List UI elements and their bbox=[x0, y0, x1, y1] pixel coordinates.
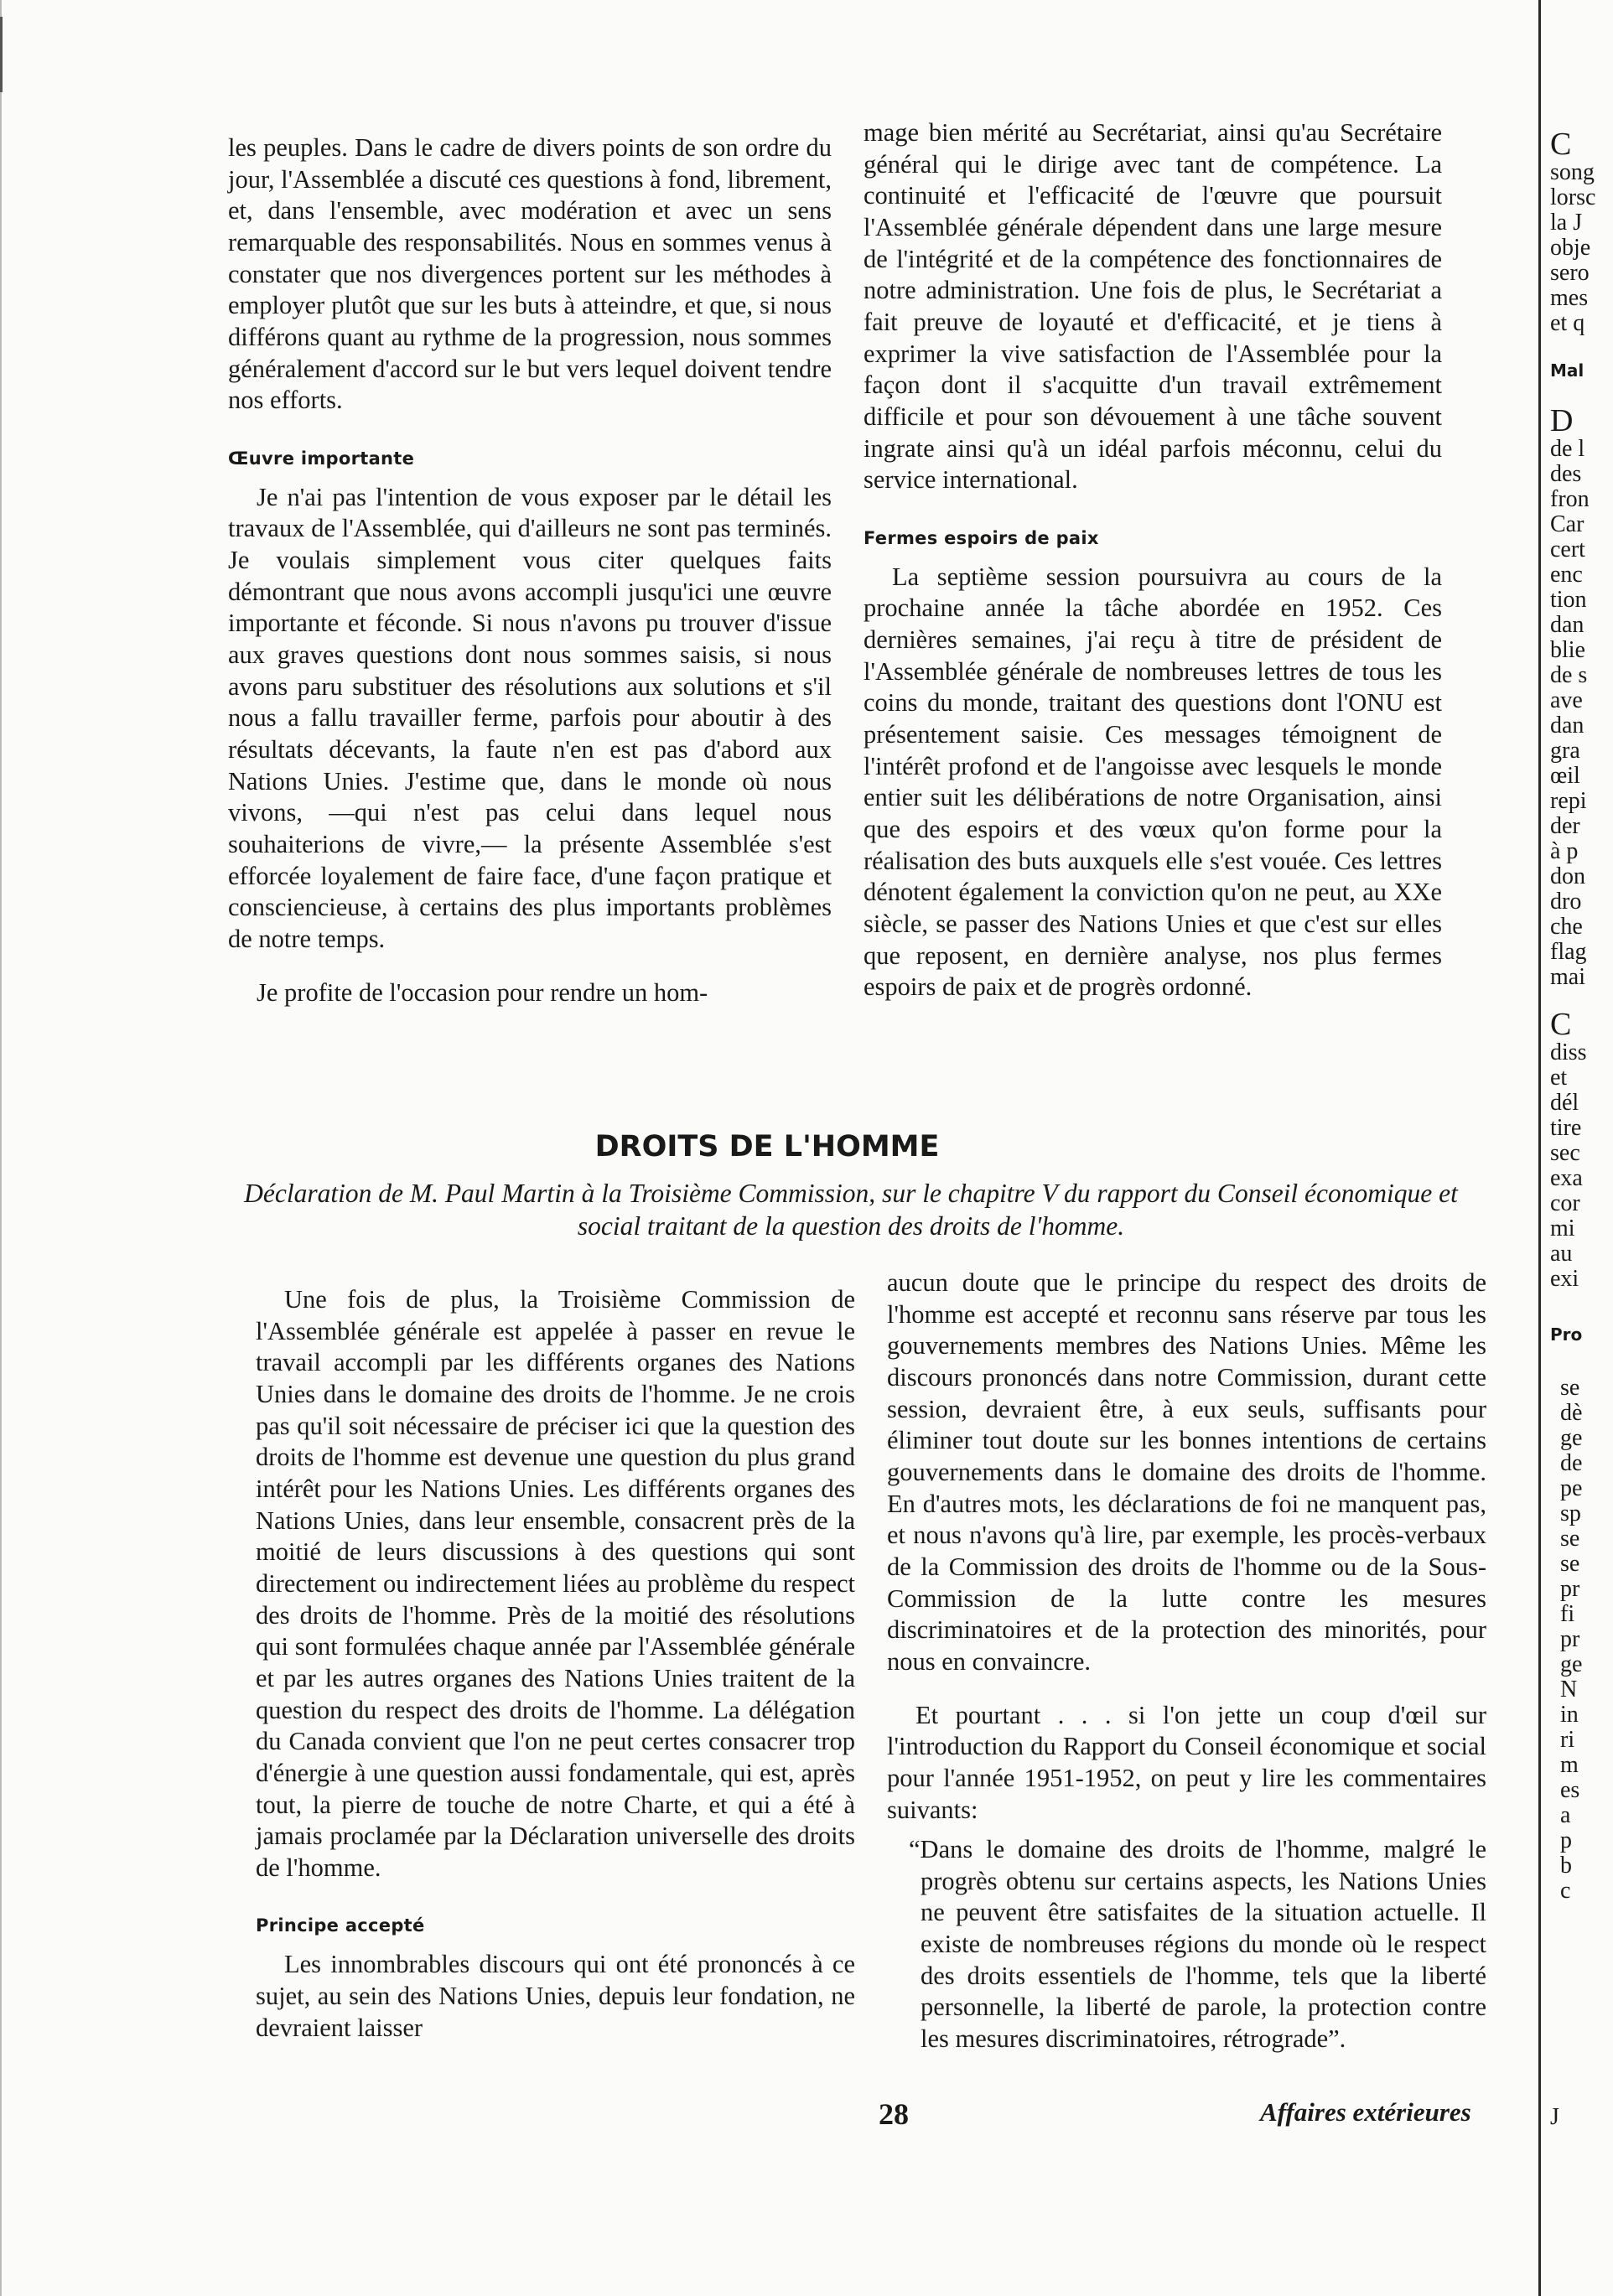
adjacent-page-line: fi bbox=[1560, 1601, 1575, 1627]
adjacent-page-line: flag bbox=[1550, 939, 1587, 965]
adjacent-page-line: mes bbox=[1550, 285, 1589, 311]
adjacent-page-fragment bbox=[1545, 117, 1613, 2296]
adjacent-page-line: tire bbox=[1550, 1115, 1582, 1141]
adjacent-page-line: N bbox=[1560, 1677, 1578, 1703]
adjacent-page-line: in bbox=[1560, 1702, 1579, 1728]
adjacent-page-line: obje bbox=[1550, 235, 1591, 261]
adjacent-page-line: de bbox=[1560, 1450, 1583, 1476]
article-title: DROITS DE L'HOMME bbox=[594, 1130, 940, 1164]
section-heading: Fermes espoirs de paix bbox=[864, 527, 1099, 548]
paragraph: Les innombrables discours qui ont été prononcés à ce sujet, au sein des Nations Unies, depuis leur fondation, ne devraient laisser bbox=[256, 1950, 855, 2042]
adjacent-page-line: tion bbox=[1550, 587, 1587, 613]
adjacent-page-line: de l bbox=[1550, 436, 1585, 462]
adjacent-page-line: D bbox=[1550, 403, 1574, 438]
adjacent-page-line: blie bbox=[1550, 637, 1585, 663]
top-left-column bbox=[228, 132, 832, 1008]
adjacent-page-line: à p bbox=[1550, 838, 1579, 864]
adjacent-page-line: sec bbox=[1550, 1140, 1580, 1166]
adjacent-page-line: la J bbox=[1550, 210, 1583, 236]
adjacent-page-line: exa bbox=[1550, 1165, 1583, 1191]
paragraph: mage bien mérité au Secrétariat, ainsi qu'au Secrétaire général qui le dirige avec tant de compétence. La continuité et l'efficacité de l'œuvre que poursuit l'Assemblée générale dépendent dans une large mesure de l'intégrité et de la compétence des fonctionnaires de notre administration. Une fois de plus, le Secrétariat a fait preuve de loyauté et d'efficacité, et je tiens à exprimer la vive satisfaction de l'Assemblée pour la façon dont il s'acquitte d'un travail extrêmement difficile et pour son dévouement à une tâche souvent ingrate ainsi qu'à un idéal parfois méconnu, celui du service international. bbox=[864, 118, 1442, 495]
adjacent-page-line: ge bbox=[1560, 1425, 1583, 1451]
article-left-column bbox=[256, 1284, 855, 2044]
adjacent-page-line: mi bbox=[1550, 1215, 1575, 1241]
adjacent-page-line: mai bbox=[1550, 964, 1585, 990]
adjacent-page-line: gra bbox=[1550, 738, 1580, 764]
adjacent-page-line: song bbox=[1550, 159, 1595, 185]
adjacent-page-line: es bbox=[1560, 1777, 1580, 1803]
adjacent-page-line: Car bbox=[1550, 511, 1584, 537]
top-right-column bbox=[864, 117, 1442, 1003]
adjacent-page-line: c bbox=[1560, 1878, 1571, 1904]
adjacent-page-line: der bbox=[1550, 813, 1580, 839]
adjacent-page-line: de s bbox=[1550, 662, 1588, 688]
adjacent-page-line: ge bbox=[1560, 1651, 1583, 1677]
adjacent-page-line: et q bbox=[1550, 310, 1585, 336]
article-right-column bbox=[887, 1267, 1486, 2055]
paragraph: Je n'ai pas l'intention de vous exposer par le détail les travaux de l'Assemblée, qui d'ailleurs ne sont pas terminés. Je voulais simplement vous citer quelques faits démontrant que nous avons accompli jusqu'ici une œuvre importante et féconde. Si nous n'avons pu trouver d'issue aux graves questions dont nous sommes saisis, si nous avons paru substituer des résolutions aux solutions et s'il nous a fallu travailler ferme, parfois pour aboutir à des résultats décevants, la faute n'en est pas d'abord aux Nations Unies. J'estime que, dans le monde où nous vivons, —qui n'est pas celui dans lequel nous souhaiterions de vivre,— la présente Assemblée s'est efforcée loyalement de faire face, d'une façon pratique et consciencieuse, à certains des plus importants problèmes de notre temps. bbox=[228, 482, 832, 954]
adjacent-page-line: a bbox=[1560, 1802, 1571, 1828]
adjacent-page-line: ave bbox=[1550, 687, 1583, 713]
adjacent-page-line: p bbox=[1560, 1827, 1572, 1853]
paragraph: Et pourtant . . . si l'on jette un coup d'œil sur l'introduction du Rapport du Conseil économique et social pour l'année 1951-1952, on peut y lire les commentaires suivants: bbox=[887, 1700, 1486, 1824]
adjacent-page-line: et bbox=[1550, 1065, 1568, 1091]
adjacent-page-line: che bbox=[1550, 914, 1583, 940]
adjacent-page-line: J bbox=[1550, 2104, 1559, 2130]
quotation: “Dans le domaine des droits de l'homme, malgré le progrès obtenu sur certains aspects, les Nations Unies ne peuvent être satisfaites de la situation actuelle. Il existe de nombreuses régions du monde où le respect des droits essentiels de l'homme, tels que la liberté personnelle, la liberté de parole, la protection contre les mesures discriminatoires, rétrograde”. bbox=[909, 1835, 1486, 2054]
paragraph: les peuples. Dans le cadre de divers points de son ordre du jour, l'Assemblée a discuté ces questions à fond, librement, et, dans l'ensemble, avec modération et avec un sens remarquable des responsabilités. Nous en sommes venus à constater que nos divergences portent sur les méthodes à employer plutôt que sur les buts à atteindre, et que, si nous différons quant au rythme de la progression, nous sommes généralement d'accord sur le but vers lequel doivent tendre nos efforts. bbox=[228, 133, 832, 415]
adjacent-page-line: m bbox=[1560, 1752, 1579, 1778]
section-heading: Œuvre importante bbox=[228, 448, 415, 469]
paragraph: La septième session poursuivra au cours de la prochaine année la tâche abordée en 1952. Ces dernières semaines, j'ai reçu à titre de président de l'Assemblée générale de nombreuses lettres de tous les coins du monde, traitant des questions dont l'ONU est présentement saisie. Ces messages témoignent de l'intérêt profond et de l'angoisse avec lesquels le monde entier suit les délibérations de notre Organisation, ainsi que des espoirs et des vœux qu'on forme pour la réalisation des buts auxquels elle s'est vouée. Ces lettres dénotent également la conviction qu'on ne peut, au XXe siècle, se passer des Nations Unies et que c'est sur elles que reposent, en dernière analyse, nos plus fermes espoirs de paix et de progrès ordonné. bbox=[864, 562, 1442, 1002]
adjacent-page-line: enc bbox=[1550, 562, 1583, 588]
adjacent-page-line: ri bbox=[1560, 1727, 1575, 1753]
publication-name: Affaires extérieures bbox=[1260, 2097, 1471, 2127]
adjacent-page-line: des bbox=[1550, 461, 1582, 487]
adjacent-page-line: C bbox=[1550, 127, 1572, 162]
adjacent-page-line: diss bbox=[1550, 1039, 1587, 1065]
adjacent-page-line: se bbox=[1560, 1551, 1580, 1577]
adjacent-page-line: lorsc bbox=[1550, 184, 1596, 210]
adjacent-page-line: b bbox=[1560, 1853, 1572, 1879]
adjacent-page-line: se bbox=[1560, 1526, 1580, 1552]
adjacent-page-line: pr bbox=[1560, 1576, 1580, 1602]
page-number: 28 bbox=[879, 2097, 909, 2131]
adjacent-page-line: dan bbox=[1550, 713, 1584, 739]
paragraph: Une fois de plus, la Troisième Commission de l'Assemblée générale est appelée à passer en revue le travail accompli par les différents organes des Nations Unies dans le domaine des droits de l'homme. Je ne crois pas qu'il soit nécessaire de préciser ici que la question des droits de l'homme est devenue une question du plus grand intérêt pour les Nations Unies. Les différents organes des Nations Unies, dans leur ensemble, consacrent près de la moitié de leurs discussions à des questions qui sont directement ou indirectement liées au problème du respect des droits de l'homme. Près de la moitié des résolutions qui sont formulées chaque année par l'Assemblée générale et par les autres organes des Nations Unies traitent de la question du respect des droits de l'homme. La délégation du Canada convient que l'on ne peut certes consacrer trop d'énergie à une question aussi fondamentale, qui est, après tout, la pierre de touche de notre Charte, et qui a été à jamais proclamée par la Déclaration universelle des droits de l'homme. bbox=[256, 1285, 855, 1882]
adjacent-page-line: exi bbox=[1550, 1266, 1579, 1292]
scan-left-mark bbox=[0, 17, 3, 92]
adjacent-page-line: sp bbox=[1560, 1500, 1581, 1526]
adjacent-page-line: pr bbox=[1560, 1626, 1580, 1652]
adjacent-page-line: dan bbox=[1550, 612, 1584, 638]
adjacent-page-line: sero bbox=[1550, 260, 1590, 286]
paragraph: aucun doute que le principe du respect des droits de l'homme est accepté et reconnu sans réserve par tous les gouvernements membres des Nations Unies. Même les discours prononcés dans notre Commission, durant cette session, devraient être, à eux seuls, suffisants pour éliminer tout doute sur les bonnes intentions de certains gouvernements dans le domaine des droits de l'homme. En d'autres mots, les déclarations de foi ne manquent pas, et nous n'avons qu'à lire, par exemple, les procès-verbaux de la Commission des droits de l'homme ou de la Sous-Commission de la lutte contre les mesures discriminatoires et de la protection des minorités, pour nous en convaincre. bbox=[887, 1268, 1486, 1676]
adjacent-page-line: Pro bbox=[1550, 1324, 1583, 1345]
adjacent-page-line: C bbox=[1550, 1007, 1572, 1042]
adjacent-page-line: au bbox=[1550, 1241, 1573, 1267]
article-intro: Déclaration de M. Paul Martin à la Troisième Commission, sur le chapitre V du rapport du Conseil économique et social traitant de la question des droits de l'homme. bbox=[244, 1179, 1458, 1241]
adjacent-page-line: don bbox=[1550, 863, 1585, 889]
adjacent-page-line: repi bbox=[1550, 788, 1587, 814]
adjacent-page-line: œil bbox=[1550, 763, 1580, 789]
adjacent-page-line: cert bbox=[1550, 536, 1585, 562]
adjacent-page-line: se bbox=[1560, 1375, 1580, 1401]
section-heading: Principe accepté bbox=[256, 1915, 425, 1936]
page-gutter bbox=[1538, 0, 1541, 2296]
adjacent-page-line: dél bbox=[1550, 1090, 1579, 1116]
adjacent-page-line: dè bbox=[1560, 1400, 1583, 1426]
adjacent-page-line: pe bbox=[1560, 1475, 1583, 1501]
paragraph: Je profite de l'occasion pour rendre un hom- bbox=[257, 977, 708, 1007]
adjacent-page-line: dro bbox=[1550, 889, 1582, 915]
adjacent-page-line: cor bbox=[1550, 1190, 1580, 1216]
adjacent-page-line: fron bbox=[1550, 486, 1590, 512]
adjacent-page-line: Mal bbox=[1550, 360, 1584, 381]
